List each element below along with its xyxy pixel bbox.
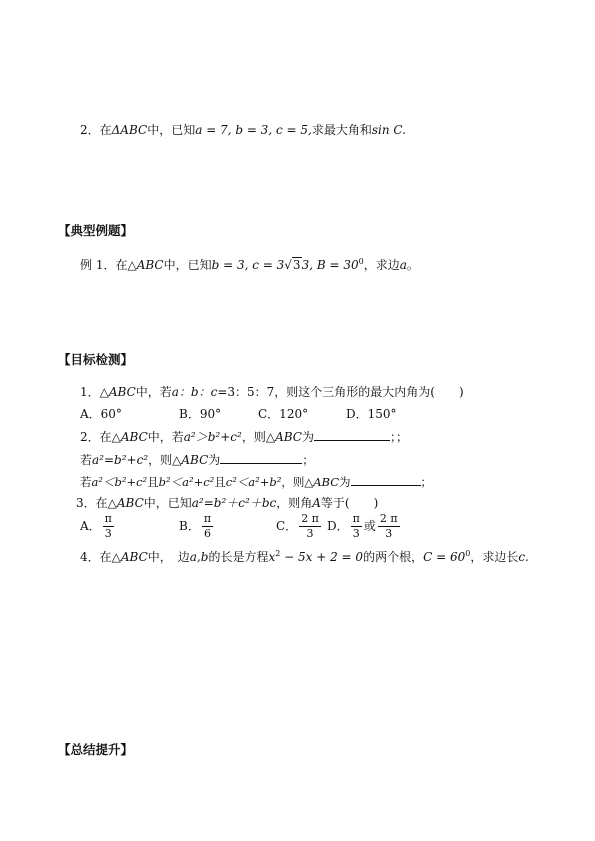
test-3-tail: 等于( ): [320, 496, 379, 510]
example-1-condition-a: b = 3, c = 3: [211, 258, 285, 272]
test-2-line-1: [80, 428, 408, 445]
test-2-condition-3c: c²＜a²+b²: [225, 475, 282, 489]
fraction-denominator: 3: [385, 526, 393, 540]
test-4-text-3: ，求边长: [470, 550, 519, 564]
test-1-lead: 1．△: [80, 385, 109, 399]
triangle-label: ABC: [108, 385, 136, 399]
example-1-end: 。: [406, 258, 419, 272]
test-2-sep: ；: [420, 475, 432, 489]
test-1-option-d: D．150°: [346, 407, 397, 421]
problem-2-top: [80, 121, 406, 138]
triangle-label: ABC: [120, 550, 148, 564]
degree-superscript: 0: [465, 549, 471, 558]
fraction-denominator: 3: [104, 526, 112, 540]
problem-2-mid: 中，已知: [147, 123, 196, 137]
option-label: C．: [276, 518, 298, 533]
test-1-ratio: a：b：c: [171, 385, 218, 399]
triangle-label: ABC: [120, 430, 148, 444]
option-label: A．: [80, 518, 101, 533]
test-3-option-a: [80, 512, 116, 541]
answer-blank[interactable]: [351, 474, 421, 486]
problem-2-lead: 2．在: [80, 123, 112, 137]
example-1-condition-b: 3, B = 30: [301, 258, 359, 272]
test-2-mid: 中，若: [147, 430, 184, 444]
fraction: [103, 512, 114, 541]
answer-blank[interactable]: [314, 429, 390, 441]
test-4-target: c.: [518, 550, 529, 564]
problem-2-tail: 求最大角和: [311, 123, 372, 137]
test-2-sep: ；；: [389, 430, 408, 444]
answer-blank[interactable]: [220, 452, 302, 464]
degree-superscript: 0: [358, 257, 364, 266]
test-4-lead: 4．在△: [80, 550, 121, 564]
triangle-label: ΔABC: [111, 123, 148, 137]
option-label: B．: [179, 518, 200, 533]
section-title-target-test: 【目标检测】: [58, 352, 134, 367]
test-2-is: 为: [208, 453, 221, 467]
test-2-then: ，则△: [148, 453, 182, 467]
option-label: D．: [327, 518, 349, 533]
section-title-summary: 【总结提升】: [58, 742, 134, 757]
section-title-typical-examples: 【典型例题】: [58, 223, 134, 238]
test-3-then: ，则角: [276, 496, 313, 510]
test-3-condition: a²=b²＋c²＋bc: [191, 496, 277, 510]
test-2-line-3: [80, 474, 432, 490]
test-2-condition-2: a²=b²+c²: [92, 453, 149, 467]
test-3-stem: [76, 494, 378, 511]
example-1-lead: 例 1．在△: [80, 258, 137, 272]
test-4-mid: 中， 边: [147, 550, 190, 564]
test-1-tail: =3：5：7，则这个三角形的最大内角为( ): [217, 385, 464, 399]
test-2-line-2: [80, 451, 314, 468]
test-1-option-a: A．60°: [80, 407, 122, 421]
test-2-sep: ；: [302, 453, 315, 467]
test-3-var: A: [312, 496, 321, 510]
example-1-mid: 中，已知: [163, 258, 212, 272]
test-4-text-2: 的两个根，: [363, 550, 424, 564]
test-2-condition-1: a²＞b²+c²: [183, 430, 242, 444]
test-3-option-c: [276, 512, 323, 541]
equation-rest: − 5x + 2 = 0: [280, 550, 364, 564]
test-2-is: 为: [301, 430, 314, 444]
test-2-then: ，则△: [281, 475, 314, 489]
test-2-condition-3a: a²＜b²+c²: [91, 475, 148, 489]
test-4-vars: a,b: [189, 550, 209, 564]
fraction: [351, 512, 362, 541]
fraction: [202, 512, 213, 541]
example-1: [80, 256, 419, 273]
test-2-is: 为: [339, 475, 351, 489]
test-4-angle: C = 60: [423, 550, 466, 564]
fraction-denominator: 3: [306, 526, 314, 540]
test-2-if: 若: [80, 453, 93, 467]
test-3-lead: 3．在△: [76, 496, 117, 510]
test-2-condition-3b: b²＜a²+c²: [158, 475, 215, 489]
or-word: 或: [363, 518, 376, 533]
test-3-option-d: [327, 512, 402, 541]
test-1-stem: [80, 383, 464, 400]
test-2-and: 且: [147, 475, 159, 489]
triangle-label: ABC: [275, 430, 302, 444]
sqrt-symbol: √: [284, 258, 292, 272]
problem-2-target: sin C.: [371, 123, 406, 137]
test-2-lead: 2．在△: [80, 430, 121, 444]
test-4-text-1: 的长是方程: [208, 550, 269, 564]
fraction: [378, 512, 400, 541]
fraction-numerator: π: [104, 512, 112, 525]
example-1-var: a: [399, 258, 407, 272]
problem-2-condition: a = 7, b = 3, c = 5,: [195, 123, 312, 137]
equation-exponent: 2: [275, 549, 281, 558]
test-1-mid: 中，若: [135, 385, 172, 399]
fraction-numerator: 2 π: [379, 512, 398, 525]
triangle-label: ABC: [116, 496, 144, 510]
test-3-mid: 中，已知: [143, 496, 192, 510]
fraction-numerator: π: [352, 512, 360, 525]
equation-x: x: [268, 550, 276, 564]
fraction: [299, 512, 321, 541]
test-1-option-b: B．90°: [179, 407, 222, 421]
test-1-option-c: C．120°: [258, 407, 309, 421]
fraction-denominator: 6: [203, 526, 211, 540]
triangle-label: ABC: [181, 453, 209, 467]
triangle-label: ABC: [136, 258, 164, 272]
fraction-denominator: 3: [352, 526, 360, 540]
triangle-label: ABC: [313, 475, 339, 489]
test-4-stem: [80, 548, 529, 565]
test-2-then: ，则△: [241, 430, 276, 444]
fraction-numerator: 2 π: [301, 512, 319, 525]
test-2-and: 且: [214, 475, 226, 489]
sqrt-radicand: 3: [292, 258, 301, 272]
fraction-numerator: π: [203, 512, 212, 525]
test-2-if: 若: [80, 475, 92, 489]
test-3-option-b: [179, 512, 215, 541]
example-1-tail: ，求边: [363, 258, 400, 272]
